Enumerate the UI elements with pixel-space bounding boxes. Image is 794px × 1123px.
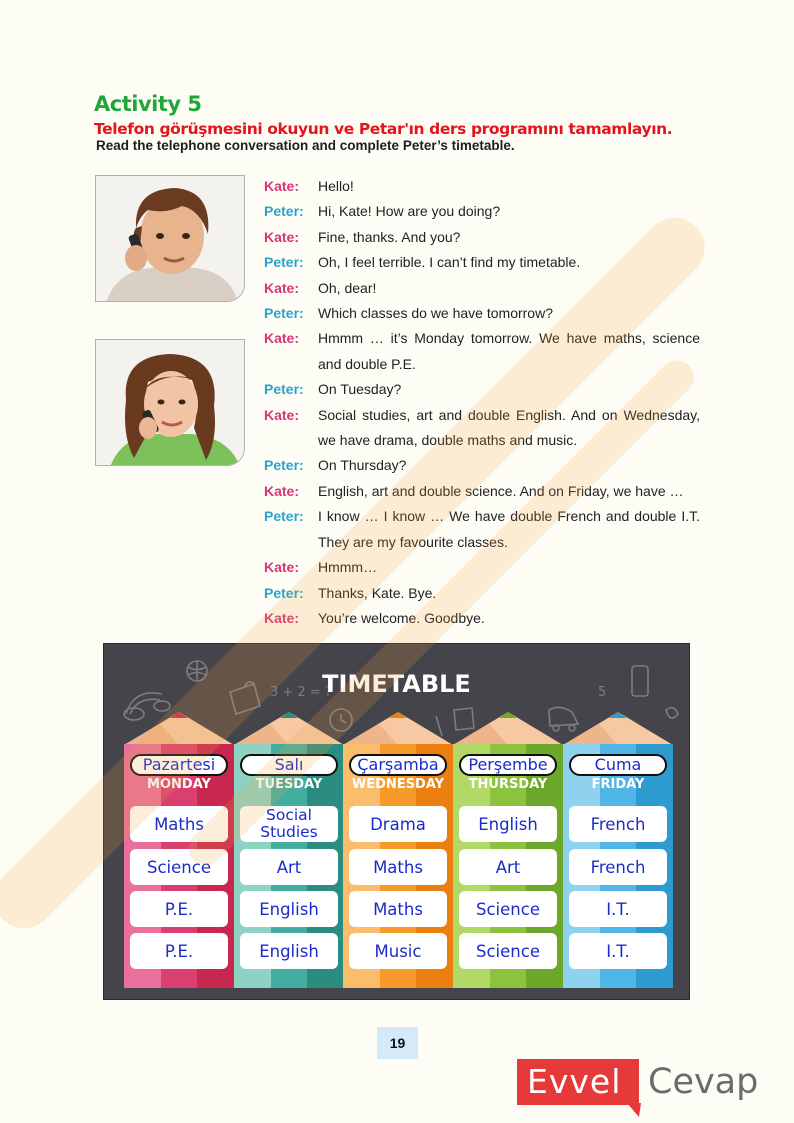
day-name-english: TUESDAY <box>255 777 323 792</box>
class-cell: French <box>569 806 667 842</box>
day-column-tuesday <box>234 710 344 988</box>
class-cell: I.T. <box>569 933 667 969</box>
logo-speech-tail-icon <box>627 1103 641 1117</box>
day-name-turkish: Salı <box>240 754 338 776</box>
dialogue-line <box>264 276 700 301</box>
logo-cevap-text: Cevap <box>648 1062 759 1102</box>
class-cell: Maths <box>349 849 447 885</box>
class-cell: Science <box>459 891 557 927</box>
boy-on-phone-photo <box>95 175 245 302</box>
pencil-tip-icon <box>234 710 344 746</box>
class-cell: Science <box>130 849 228 885</box>
day-name-english: THURSDAY <box>468 777 548 792</box>
instruction-english: Read the telephone conversation and complete Peter’s timetable. <box>96 138 515 153</box>
speaker-name: Kate: <box>264 228 300 245</box>
dialogue-line <box>264 326 700 377</box>
timetable-board <box>103 643 690 1000</box>
page-number: 19 <box>377 1027 418 1059</box>
class-cell: Social Studies <box>240 806 338 842</box>
dialogue-text: I know … I know … We have double French and double I.T. They are my favourite classes. <box>318 508 700 550</box>
dialogue-text: On Tuesday? <box>318 381 402 398</box>
speaker-name: Kate: <box>264 559 300 576</box>
dialogue-line <box>264 199 700 224</box>
dialogue-text: Fine, thanks. And you? <box>318 228 461 245</box>
dialogue-text: Hmmm … it’s Monday tomorrow. We have maths, science and double P.E. <box>318 330 700 372</box>
timetable-title: TIMETABLE <box>322 670 471 698</box>
dialogue-text: English, art and double science. And on Friday, we have … <box>318 482 684 499</box>
class-cell: I.T. <box>569 891 667 927</box>
day-name-english: MONDAY <box>147 777 211 792</box>
class-cell: Art <box>459 849 557 885</box>
dialogue-text: Hmmm… <box>318 559 378 576</box>
speaker-name: Kate: <box>264 279 300 296</box>
dialogue-line <box>264 377 700 402</box>
dialogue-line <box>264 479 700 504</box>
class-cell: Art <box>240 849 338 885</box>
dialogue-line <box>264 555 700 580</box>
dialogue-line <box>264 301 700 326</box>
dialogue-line <box>264 453 700 478</box>
speaker-name: Kate: <box>264 330 300 347</box>
dialogue-text: Thanks, Kate. Bye. <box>318 584 437 601</box>
dialogue-line <box>264 606 700 631</box>
day-name-turkish: Pazartesi <box>130 754 228 776</box>
dialogue-line <box>264 174 700 199</box>
svg-text:3 + 2 = ?: 3 + 2 = ? <box>270 685 332 700</box>
day-column-thursday <box>453 710 563 988</box>
speaker-name: Peter: <box>264 457 304 474</box>
dialogue-text: Social studies, art and double English. And on Wednesday, we have drama, double maths and music. <box>318 406 700 449</box>
speaker-name: Peter: <box>264 203 304 220</box>
day-name-turkish: Perşembe <box>459 754 557 776</box>
day-name-turkish: Cuma <box>569 754 667 776</box>
telephone-conversation <box>264 174 700 631</box>
speaker-name: Peter: <box>264 305 304 322</box>
speaker-name: Kate: <box>264 482 300 499</box>
dialogue-line <box>264 403 700 454</box>
class-cell: Maths <box>130 806 228 842</box>
dialogue-text: Oh, dear! <box>318 279 377 296</box>
pencil-tip-icon <box>563 710 673 746</box>
class-cell: English <box>240 933 338 969</box>
day-column-monday <box>124 710 234 988</box>
pencil-tip-icon <box>124 710 234 746</box>
class-cell: Maths <box>349 891 447 927</box>
day-name-english: WEDNESDAY <box>351 777 445 792</box>
day-column-friday <box>563 710 673 988</box>
pencil-tip-icon <box>453 710 563 746</box>
speaker-name: Peter: <box>264 381 304 398</box>
svg-text:5: 5 <box>598 685 607 700</box>
speaker-name: Kate: <box>264 178 300 194</box>
day-column-wednesday <box>343 710 453 988</box>
class-cell: P.E. <box>130 933 228 969</box>
dialogue-line <box>264 250 700 275</box>
class-cell: English <box>459 806 557 842</box>
day-name-english: FRIDAY <box>591 777 645 792</box>
class-cell: P.E. <box>130 891 228 927</box>
speaker-name: Peter: <box>264 584 304 601</box>
speaker-name: Kate: <box>264 406 300 423</box>
dialogue-text: Oh, I feel terrible. I can’t find my timetable. <box>318 254 581 271</box>
dialogue-line <box>264 581 700 606</box>
speaker-name: Kate: <box>264 609 300 626</box>
logo-evvel-text: Evvel <box>517 1059 639 1105</box>
dialogue-text: Hi, Kate! How are you doing? <box>318 203 501 220</box>
dialogue-line <box>264 504 700 555</box>
dialogue-line <box>264 225 700 250</box>
class-cell: Science <box>459 933 557 969</box>
pencil-tip-icon <box>343 710 453 746</box>
class-cell: Music <box>349 933 447 969</box>
dialogue-text: Hello! <box>318 178 354 194</box>
dialogue-text: On Thursday? <box>318 457 407 474</box>
class-cell: English <box>240 891 338 927</box>
speaker-name: Peter: <box>264 508 304 525</box>
girl-on-phone-photo <box>95 339 245 466</box>
dialogue-text: Which classes do we have tomorrow? <box>318 305 553 322</box>
activity-title: Activity 5 <box>94 92 202 116</box>
class-cell: French <box>569 849 667 885</box>
day-name-turkish: Çarşamba <box>349 754 447 776</box>
dialogue-text: You’re welcome. Goodbye. <box>318 609 485 626</box>
instruction-turkish: Telefon görüşmesini okuyun ve Petar'ın ders programını tamamlayın. <box>94 120 673 138</box>
class-cell: Drama <box>349 806 447 842</box>
speaker-name: Peter: <box>264 254 304 271</box>
